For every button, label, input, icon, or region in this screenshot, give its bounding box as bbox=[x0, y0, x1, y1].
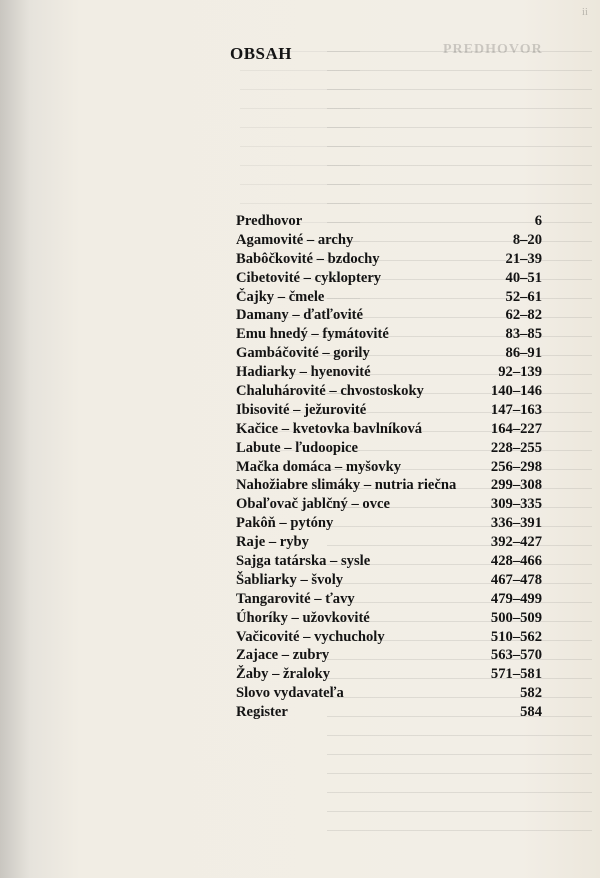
toc-entry-pages: 8–20 bbox=[512, 231, 542, 248]
toc-entry-title: Labute – ľudoopice bbox=[236, 439, 358, 456]
toc-entry-pages: 21–39 bbox=[505, 250, 542, 267]
toc-entry-pages: 500–509 bbox=[490, 609, 542, 626]
toc-entry-pages: 164–227 bbox=[490, 420, 542, 437]
toc-entry-pages: 92–139 bbox=[498, 364, 542, 381]
toc-entry-pages: 140–146 bbox=[490, 383, 542, 400]
toc-entry bbox=[236, 440, 542, 459]
toc-entry-pages: 510–562 bbox=[490, 628, 542, 645]
toc-entry-pages: 428–466 bbox=[490, 553, 542, 570]
toc-entry bbox=[236, 515, 542, 534]
toc-entry-title: Emu hnedý – fymátovité bbox=[236, 326, 389, 343]
toc-entry bbox=[236, 307, 542, 326]
toc-entry bbox=[236, 270, 542, 289]
toc-entry-title: Ibisovité – ježurovité bbox=[236, 401, 367, 418]
toc-entry-pages: 40–51 bbox=[505, 269, 542, 286]
toc-entry-title: Register bbox=[236, 704, 288, 721]
toc-entry bbox=[236, 232, 542, 251]
page-title: OBSAH bbox=[230, 44, 293, 63]
toc-entry-pages: 52–61 bbox=[505, 288, 542, 305]
toc-entry-title: Pakôň – pytóny bbox=[236, 515, 334, 532]
toc-entry-title: Žaby – žraloky bbox=[236, 666, 331, 683]
toc-entry bbox=[236, 666, 542, 685]
toc-entry-pages: 467–478 bbox=[490, 571, 542, 588]
toc-entry-pages: 299–308 bbox=[490, 477, 542, 494]
toc-entry-pages: 336–391 bbox=[490, 515, 542, 532]
toc-entry bbox=[236, 704, 542, 723]
corner-page-number: ii bbox=[581, 6, 588, 18]
toc-entry-title: Gambáčovité – gorily bbox=[236, 345, 370, 362]
toc-entry-pages: 6 bbox=[534, 213, 542, 229]
toc-entry-pages: 582 bbox=[520, 685, 542, 702]
toc-entry-title: Šabliarky – švoly bbox=[236, 571, 344, 588]
toc-entry bbox=[236, 383, 542, 402]
toc-entry-title: Mačka domáca – myšovky bbox=[236, 458, 401, 475]
toc-entry bbox=[236, 289, 542, 308]
toc-entry-title: Agamovité – archy bbox=[236, 231, 354, 248]
toc-entry-pages: 86–91 bbox=[505, 345, 542, 362]
toc-entry bbox=[236, 345, 542, 364]
toc-entry-pages: 563–570 bbox=[490, 647, 542, 664]
toc-entry-title: Cibetovité – cykloptery bbox=[236, 269, 382, 286]
toc-entry bbox=[236, 610, 542, 629]
toc-entry-title: Čajky – čmele bbox=[236, 288, 325, 305]
toc-entry bbox=[236, 402, 542, 421]
toc-entry-title: Úhoríky – užovkovité bbox=[236, 609, 370, 626]
toc-entry bbox=[236, 477, 542, 496]
toc-entry bbox=[236, 459, 542, 478]
toc-entry bbox=[236, 364, 542, 383]
toc-entry-title: Vačicovité – vychucholy bbox=[236, 628, 385, 645]
toc-entry-pages: 479–499 bbox=[490, 590, 542, 607]
toc-entry bbox=[236, 591, 542, 610]
toc-entry-pages: 147–163 bbox=[490, 401, 542, 418]
toc-entry bbox=[236, 496, 542, 515]
toc-entry bbox=[236, 534, 542, 553]
reverse-page-heading: PREDHOVOR bbox=[443, 42, 543, 57]
toc-entry-title: Babôčkovité – bzdochy bbox=[236, 250, 380, 267]
toc-entry-title: Obaľovač jablčný – ovce bbox=[236, 496, 390, 513]
toc-entry-pages: 571–581 bbox=[490, 666, 542, 683]
toc-entry bbox=[236, 553, 542, 572]
toc-entry bbox=[236, 572, 542, 591]
toc-entry bbox=[236, 213, 542, 232]
toc-entry-pages: 256–298 bbox=[490, 458, 542, 475]
table-of-contents bbox=[236, 213, 542, 723]
toc-entry bbox=[236, 685, 542, 704]
toc-entry bbox=[236, 421, 542, 440]
toc-entry-title: Nahožiabre slimáky – nutria riečna bbox=[236, 477, 457, 494]
toc-entry bbox=[236, 629, 542, 648]
toc-entry-title: Slovo vydavateľa bbox=[236, 685, 344, 702]
toc-entry-pages: 309–335 bbox=[490, 496, 542, 513]
toc-entry-title: Raje – ryby bbox=[236, 534, 309, 551]
toc-entry-pages: 83–85 bbox=[505, 326, 542, 343]
toc-entry-title: Tangarovité – ťavy bbox=[236, 590, 355, 607]
toc-entry bbox=[236, 326, 542, 345]
toc-entry bbox=[236, 251, 542, 270]
toc-entry-title: Kačice – kvetovka bavlníková bbox=[236, 420, 423, 437]
toc-entry-title: Zajace – zubry bbox=[236, 647, 330, 664]
toc-entry-title: Hadiarky – hyenovité bbox=[236, 364, 371, 381]
toc-entry-pages: 584 bbox=[520, 704, 542, 721]
toc-entry-title: Predhovor bbox=[236, 213, 303, 229]
toc-entry-pages: 392–427 bbox=[490, 534, 542, 551]
toc-entry-title: Sajga tatárska – sysle bbox=[236, 553, 371, 570]
toc-entry-pages: 62–82 bbox=[505, 307, 542, 324]
toc-entry bbox=[236, 647, 542, 666]
toc-entry-pages: 228–255 bbox=[490, 439, 542, 456]
toc-entry-title: Damany – ďatľovité bbox=[236, 307, 363, 324]
toc-entry-title: Chaluhárovité – chvostoskoky bbox=[236, 383, 424, 400]
